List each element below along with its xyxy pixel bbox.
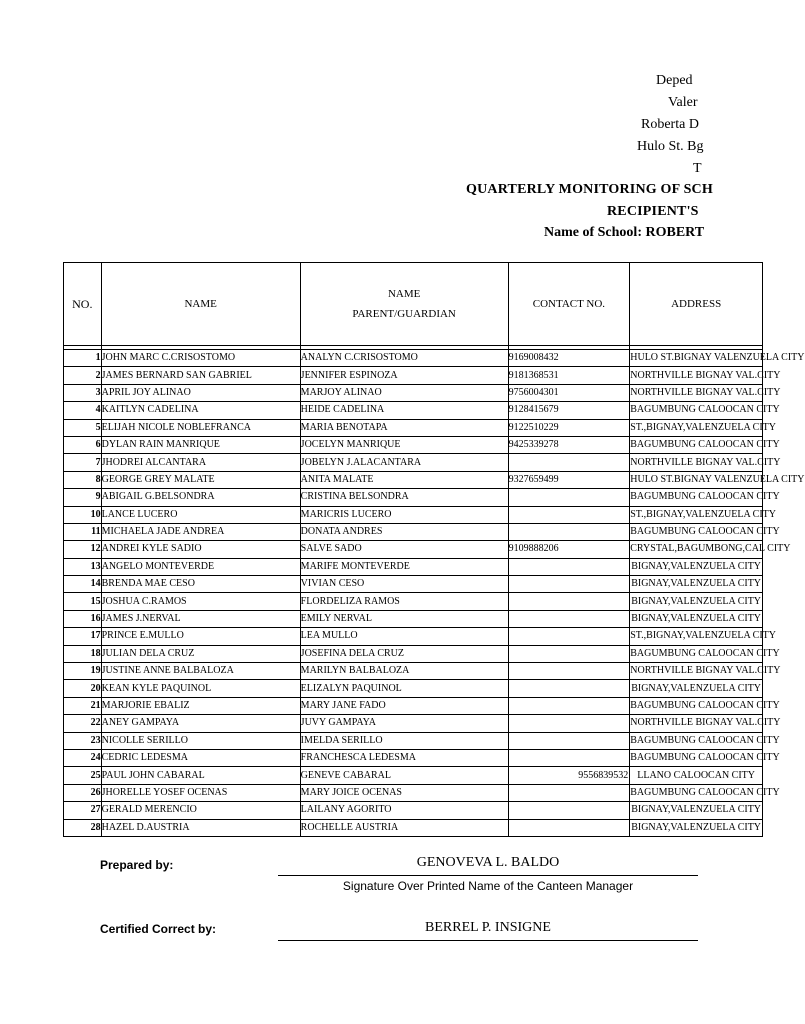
row-number: 27	[64, 802, 102, 819]
address: BAGUMBUNG CALOOCAN CITY	[630, 749, 763, 766]
table-row	[64, 558, 763, 575]
table-row	[64, 593, 763, 610]
student-name: PAUL JOHN CABARAL	[101, 767, 300, 784]
row-number: 4	[64, 402, 102, 419]
address: HULO ST.BIGNAY VALENZUELA CITY	[630, 471, 763, 488]
table-row	[64, 819, 763, 836]
table-row	[64, 576, 763, 593]
address: BAGUMBUNG CALOOCAN CITY	[630, 523, 763, 540]
row-number: 19	[64, 663, 102, 680]
contact-number	[508, 576, 630, 593]
address: BIGNAY,VALENZUELA CITY	[630, 558, 763, 575]
parent-name: VIVIAN CESO	[300, 576, 508, 593]
row-number: 25	[64, 767, 102, 784]
student-name: GERALD MERENCIO	[101, 802, 300, 819]
table-row	[64, 697, 763, 714]
header-parent-bottom: PARENT/GUARDIAN	[352, 308, 456, 320]
contact-number: 9327659499	[508, 471, 630, 488]
prepared-signature-line	[278, 875, 698, 876]
student-name: JHODREI ALCANTARA	[101, 454, 300, 471]
header-line-1: Deped	[656, 73, 693, 88]
contact-number	[508, 523, 630, 540]
parent-name: MARJOY ALINAO	[300, 384, 508, 401]
student-name: KAITLYN CADELINA	[101, 402, 300, 419]
parent-name: ROCHELLE AUSTRIA	[300, 819, 508, 836]
student-name: ANEY GAMPAYA	[101, 715, 300, 732]
address: BAGUMBUNG CALOOCAN CITY	[630, 784, 763, 801]
parent-name: JOCELYN MANRIQUE	[300, 436, 508, 453]
student-name: JHORELLE YOSEF OCENAS	[101, 784, 300, 801]
school-name: Name of School: ROBERT	[544, 225, 705, 240]
address: BIGNAY,VALENZUELA CITY	[630, 802, 763, 819]
row-number: 22	[64, 715, 102, 732]
parent-name: ANITA MALATE	[300, 471, 508, 488]
contact-number	[508, 506, 630, 523]
student-name: NICOLLE SERILLO	[101, 732, 300, 749]
table-row	[64, 732, 763, 749]
address: BIGNAY,VALENZUELA CITY	[630, 576, 763, 593]
address: NORTHVILLE BIGNAY VAL.CITY	[630, 367, 763, 384]
contact-number: 9556839532	[508, 767, 630, 784]
parent-name: MARILYN BALBALOZA	[300, 663, 508, 680]
row-number: 18	[64, 645, 102, 662]
student-name: JULIAN DELA CRUZ	[101, 645, 300, 662]
contact-number: 9109888206	[508, 541, 630, 558]
contact-number: 9169008432	[508, 350, 630, 367]
student-name: ANDREI KYLE SADIO	[101, 541, 300, 558]
parent-name: CRISTINA BELSONDRA	[300, 489, 508, 506]
report-title: QUARTERLY MONITORING OF SCH	[466, 182, 713, 197]
table-row	[64, 802, 763, 819]
contact-number: 9122510229	[508, 419, 630, 436]
prepared-by-label: Prepared by:	[100, 858, 174, 872]
student-name: ANGELO MONTEVERDE	[101, 558, 300, 575]
contact-number	[508, 680, 630, 697]
parent-name: MARIA BENOTAPA	[300, 419, 508, 436]
address: NORTHVILLE BIGNAY VAL.CITY	[630, 384, 763, 401]
contact-number	[508, 784, 630, 801]
header-contact: CONTACT NO.	[508, 263, 630, 346]
student-name: CEDRIC LEDESMA	[101, 749, 300, 766]
student-name: MARJORIE EBALIZ	[101, 697, 300, 714]
address: BAGUMBUNG CALOOCAN CITY	[630, 436, 763, 453]
parent-name: GENEVE CABARAL	[300, 767, 508, 784]
student-name: JAMES J.NERVAL	[101, 610, 300, 627]
parent-name: JENNIFER ESPINOZA	[300, 367, 508, 384]
report-subtitle: RECIPIENT'S	[607, 204, 699, 219]
row-number: 2	[64, 367, 102, 384]
table-row	[64, 523, 763, 540]
header-parent-top: NAME	[387, 288, 421, 300]
address: BIGNAY,VALENZUELA CITY	[630, 610, 763, 627]
contact-number	[508, 732, 630, 749]
row-number: 9	[64, 489, 102, 506]
row-number: 23	[64, 732, 102, 749]
student-name: GEORGE GREY MALATE	[101, 471, 300, 488]
certified-signature-line	[278, 940, 698, 941]
row-number: 14	[64, 576, 102, 593]
parent-name: FRANCHESCA LEDESMA	[300, 749, 508, 766]
contact-number	[508, 715, 630, 732]
address: BIGNAY,VALENZUELA CITY	[630, 819, 763, 836]
student-name: DYLAN RAIN MANRIQUE	[101, 436, 300, 453]
contact-number	[508, 645, 630, 662]
address: BAGUMBUNG CALOOCAN CITY	[630, 402, 763, 419]
parent-name: ELIZALYN PAQUINOL	[300, 680, 508, 697]
row-number: 6	[64, 436, 102, 453]
parent-name: MARY JOICE OCENAS	[300, 784, 508, 801]
address: NORTHVILLE BIGNAY VAL.CITY	[630, 715, 763, 732]
row-number: 20	[64, 680, 102, 697]
table-row	[64, 663, 763, 680]
parent-name: IMELDA SERILLO	[300, 732, 508, 749]
parent-name: LEA MULLO	[300, 628, 508, 645]
table-row	[64, 645, 763, 662]
contact-number	[508, 454, 630, 471]
contact-number: 9181368531	[508, 367, 630, 384]
parent-name: JUVY GAMPAYA	[300, 715, 508, 732]
header-name: NAME	[101, 263, 300, 346]
student-name: ELIJAH NICOLE NOBLEFRANCA	[101, 419, 300, 436]
table-row	[64, 715, 763, 732]
contact-number: 9425339278	[508, 436, 630, 453]
address: NORTHVILLE BIGNAY VAL.CITY	[630, 663, 763, 680]
address: NORTHVILLE BIGNAY VAL.CITY	[630, 454, 763, 471]
contact-number	[508, 558, 630, 575]
header-parent	[300, 263, 508, 346]
row-number: 5	[64, 419, 102, 436]
row-number: 8	[64, 471, 102, 488]
table-row	[64, 541, 763, 558]
student-name: KEAN KYLE PAQUINOL	[101, 680, 300, 697]
contact-number	[508, 802, 630, 819]
student-name: ABIGAIL G.BELSONDRA	[101, 489, 300, 506]
student-name: JOHN MARC C.CRISOSTOMO	[101, 350, 300, 367]
row-number: 28	[64, 819, 102, 836]
student-name: HAZEL D.AUSTRIA	[101, 819, 300, 836]
address: BAGUMBUNG CALOOCAN CITY	[630, 697, 763, 714]
table-row	[64, 749, 763, 766]
header-line-4: Hulo St. Bg	[637, 139, 704, 154]
recipients-table	[63, 262, 805, 837]
table-row	[64, 767, 763, 784]
contact-number: 9128415679	[508, 402, 630, 419]
table-row	[64, 610, 763, 627]
certified-by-name: BERREL P. INSIGNE	[425, 920, 551, 935]
parent-name: SALVE SADO	[300, 541, 508, 558]
address: BAGUMBUNG CALOOCAN CITY	[630, 645, 763, 662]
header-line-3: Roberta D	[641, 117, 699, 132]
header-line-2: Valer	[668, 95, 698, 110]
table-row	[64, 436, 763, 453]
table-row	[64, 350, 763, 367]
address: LLANO CALOOCAN CITY	[630, 767, 763, 784]
header-address: ADDRESS	[630, 263, 763, 346]
contact-number	[508, 610, 630, 627]
header-no: NO.	[64, 263, 102, 346]
row-number: 12	[64, 541, 102, 558]
parent-name: MARICRIS LUCERO	[300, 506, 508, 523]
student-name: JUSTINE ANNE BALBALOZA	[101, 663, 300, 680]
row-number: 13	[64, 558, 102, 575]
address: BIGNAY,VALENZUELA CITY	[630, 680, 763, 697]
student-name: BRENDA MAE CESO	[101, 576, 300, 593]
row-number: 3	[64, 384, 102, 401]
address: CRYSTAL,BAGUMBONG,CAL CITY	[630, 541, 763, 558]
table-row	[64, 784, 763, 801]
parent-name: LAILANY AGORITO	[300, 802, 508, 819]
parent-name: JOSEFINA DELA CRUZ	[300, 645, 508, 662]
parent-name: DONATA ANDRES	[300, 523, 508, 540]
student-name: PRINCE E.MULLO	[101, 628, 300, 645]
student-name: JOSHUA C.RAMOS	[101, 593, 300, 610]
parent-name: EMILY NERVAL	[300, 610, 508, 627]
address: BAGUMBUNG CALOOCAN CITY	[630, 489, 763, 506]
address: BIGNAY,VALENZUELA CITY	[630, 593, 763, 610]
prepared-by-caption: Signature Over Printed Name of the Canteen Manager	[342, 879, 634, 893]
table-row	[64, 628, 763, 645]
parent-name: FLORDELIZA RAMOS	[300, 593, 508, 610]
row-number: 17	[64, 628, 102, 645]
parent-name: ANALYN C.CRISOSTOMO	[300, 350, 508, 367]
contact-number	[508, 628, 630, 645]
table-header-row	[64, 263, 763, 346]
table-row	[64, 384, 763, 401]
row-number: 10	[64, 506, 102, 523]
table-row	[64, 454, 763, 471]
table-row	[64, 489, 763, 506]
table-row	[64, 419, 763, 436]
parent-name: MARY JANE FADO	[300, 697, 508, 714]
table-row	[64, 680, 763, 697]
contact-number	[508, 749, 630, 766]
row-number: 7	[64, 454, 102, 471]
contact-number	[508, 489, 630, 506]
table-row	[64, 471, 763, 488]
row-number: 1	[64, 350, 102, 367]
contact-number	[508, 663, 630, 680]
table-row	[64, 402, 763, 419]
parent-name: HEIDE CADELINA	[300, 402, 508, 419]
contact-number	[508, 697, 630, 714]
address: ST.,BIGNAY,VALENZUELA CITY	[630, 628, 763, 645]
row-number: 16	[64, 610, 102, 627]
address: ST.,BIGNAY,VALENZUELA CITY	[630, 419, 763, 436]
row-number: 11	[64, 523, 102, 540]
student-name: APRIL JOY ALINAO	[101, 384, 300, 401]
address: BAGUMBUNG CALOOCAN CITY	[630, 732, 763, 749]
contact-number	[508, 819, 630, 836]
header-line-5: T	[693, 161, 702, 176]
parent-name: JOBELYN J.ALACANTARA	[300, 454, 508, 471]
contact-number	[508, 593, 630, 610]
table-row	[64, 367, 763, 384]
row-number: 26	[64, 784, 102, 801]
address: ST.,BIGNAY,VALENZUELA CITY	[630, 506, 763, 523]
prepared-by-name: GENOVEVA L. BALDO	[416, 855, 560, 870]
contact-number: 9756004301	[508, 384, 630, 401]
table-row	[64, 506, 763, 523]
parent-name: MARIFE MONTEVERDE	[300, 558, 508, 575]
student-name: JAMES BERNARD SAN GABRIEL	[101, 367, 300, 384]
row-number: 21	[64, 697, 102, 714]
certified-by-label: Certified Correct by:	[100, 922, 217, 936]
student-name: MICHAELA JADE ANDREA	[101, 523, 300, 540]
address: HULO ST.BIGNAY VALENZUELA CITY	[630, 350, 763, 367]
row-number: 24	[64, 749, 102, 766]
student-name: LANCE LUCERO	[101, 506, 300, 523]
table-body	[64, 350, 805, 837]
row-number: 15	[64, 593, 102, 610]
